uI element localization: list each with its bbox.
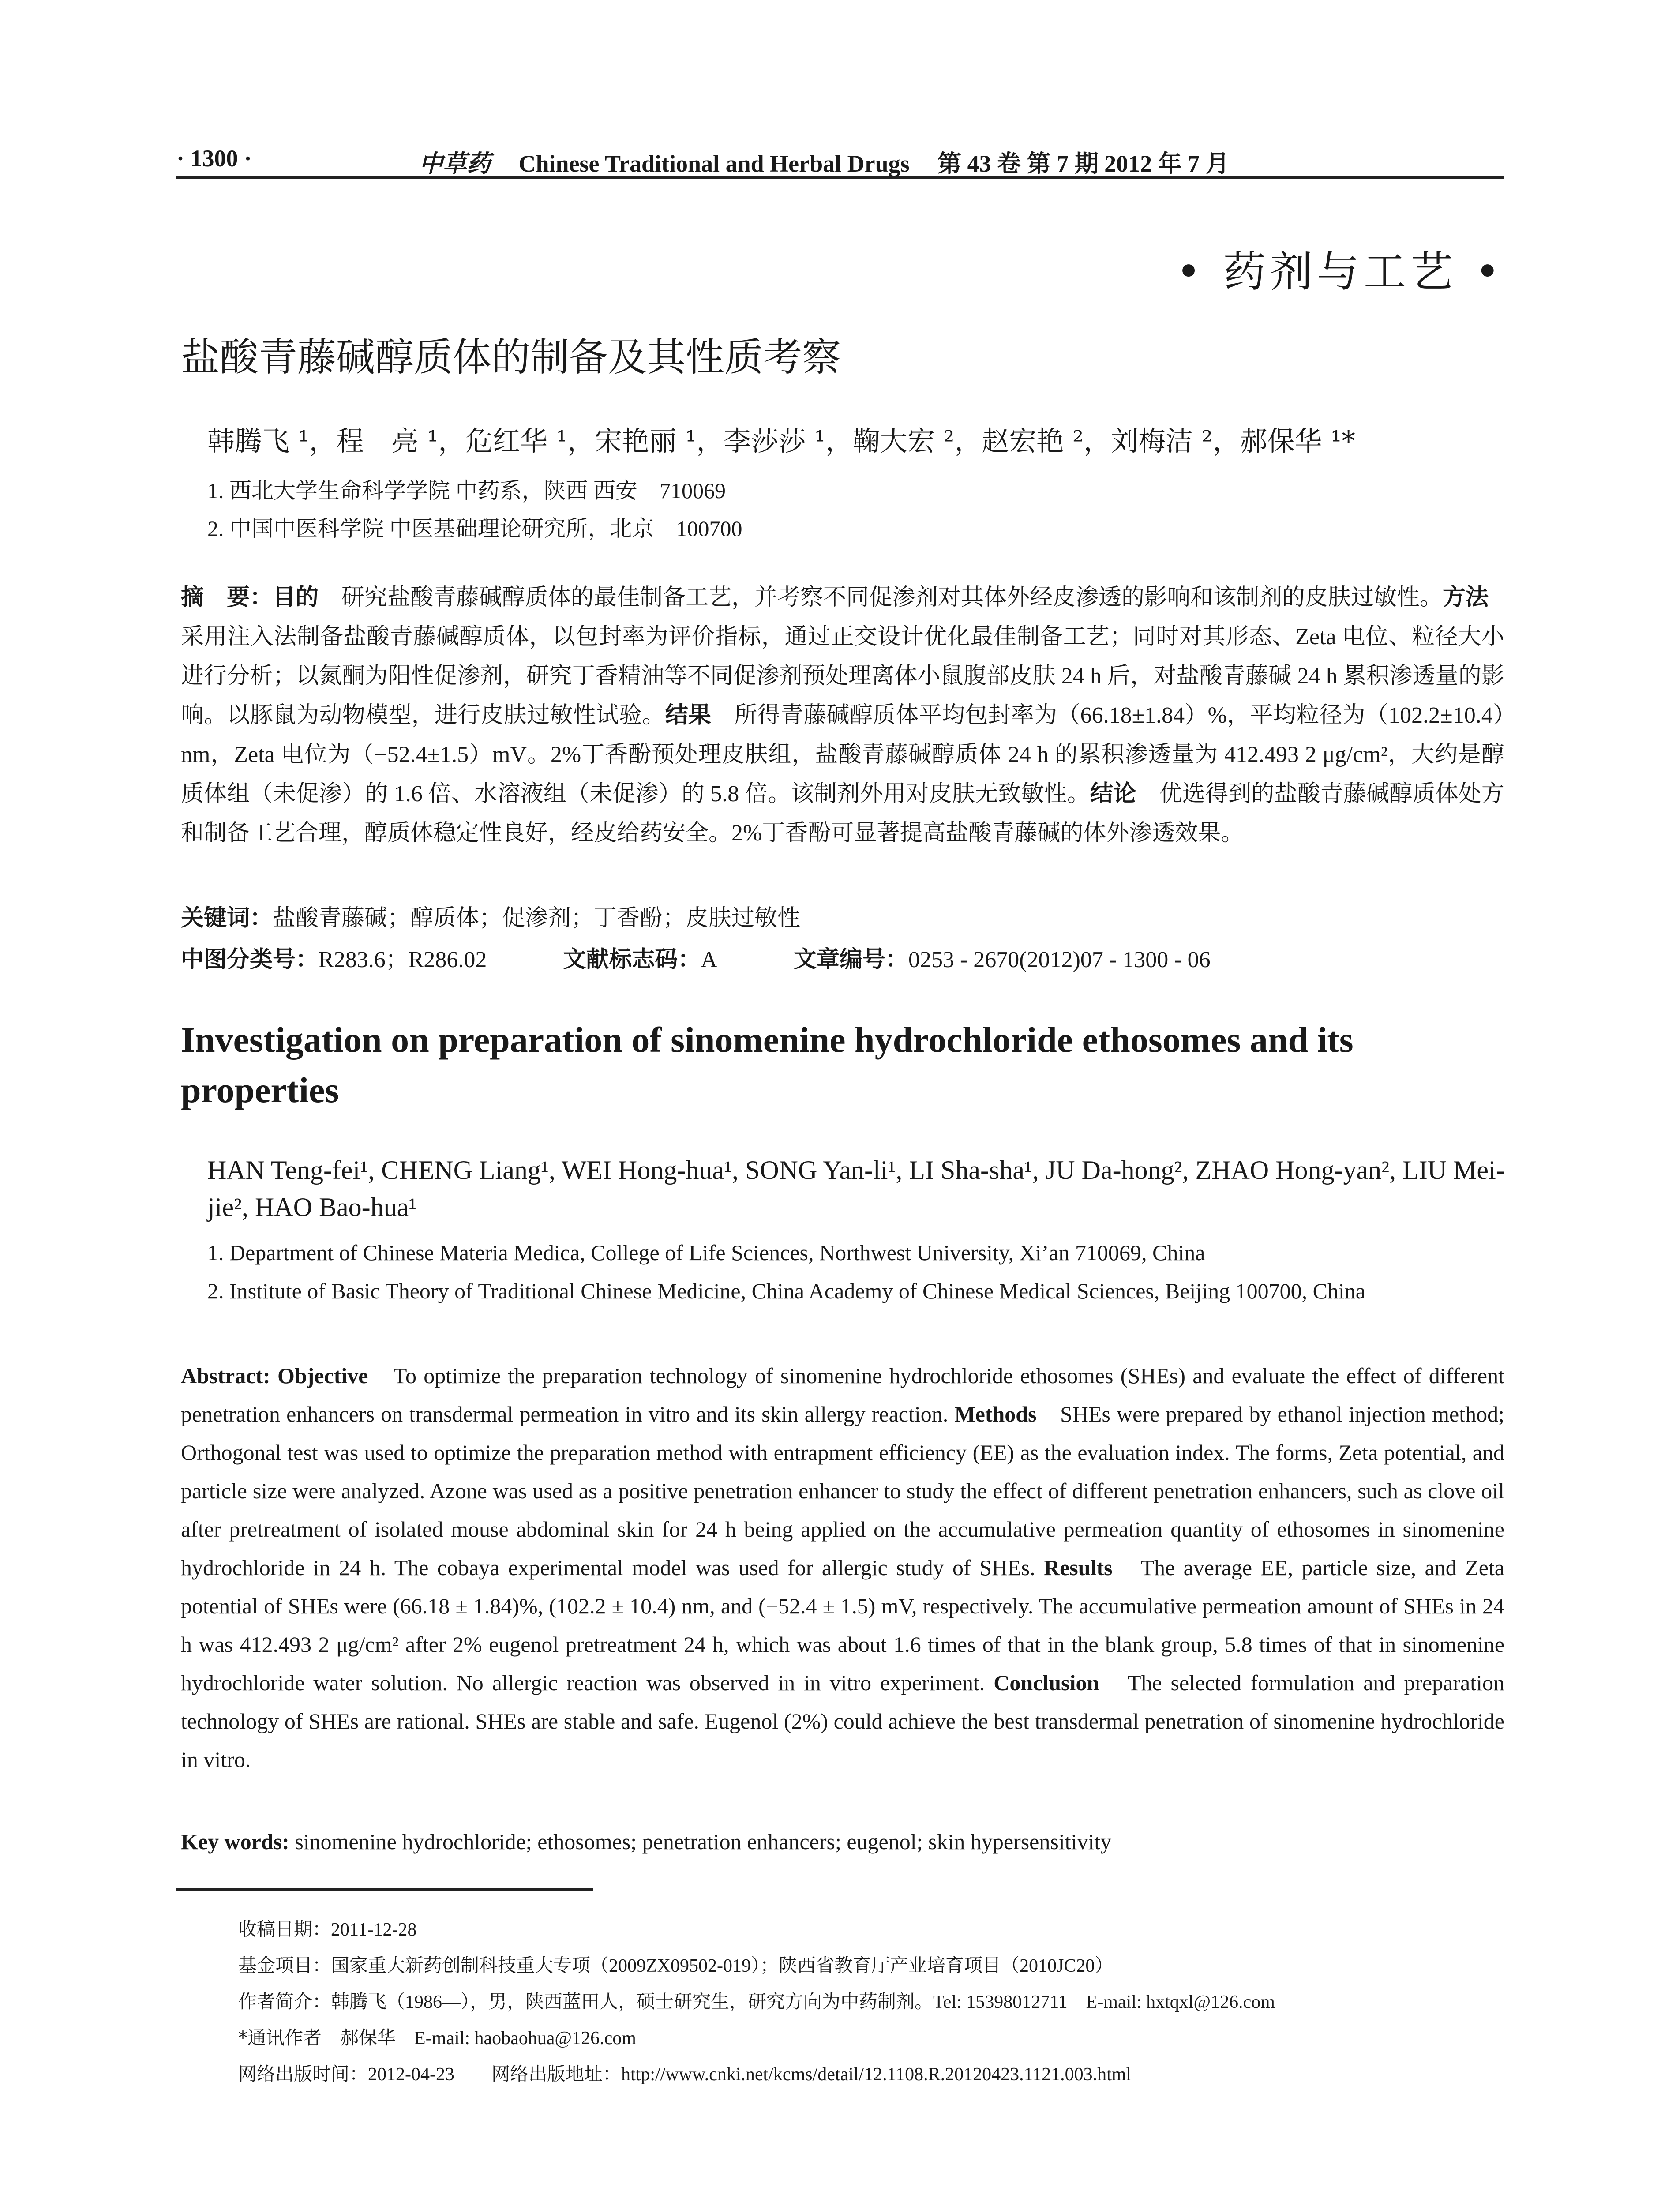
header-rule xyxy=(176,176,1504,179)
authors-en: HAN Teng-fei¹, CHENG Liang¹, WEI Hong-hua¹, SONG Yan-li¹, LI Sha-sha¹, JU Da-hong², ZHAO Hong-yan², LIU Mei-jie², HAO Bao-hua¹ xyxy=(207,1156,1505,1222)
methods-en-text: SHEs were prepared by ethanol injection method; Orthogonal test was used to optimize the preparation method with entrapment efficiency (EE) as the evaluation index. The forms, Zeta potential, and particle size were analyzed. Azone was used as a positive penetration enhancer to study the effect of different penetration enhancers, such as clove oil after pretreatment of isolated mouse abdominal skin for 24 h being applied on the accumulative permeation quantity of ethosomes in sinomenine hydrochloride in 24 h. The cobaya experimental model was used for allergic study of SHEs. xyxy=(181,1402,1504,1580)
keywords-cn-text: 盐酸青藤碱；醇质体；促渗剂；丁香酚；皮肤过敏性 xyxy=(273,906,801,931)
methods-en-label: Methods xyxy=(954,1402,1037,1426)
doc-code-value: A xyxy=(701,947,717,972)
footnote-funding: 基金项目：国家重大新药创制科技重大专项（2009ZX09502-019）；陕西省教育厅产业培育项目（2010JC20） xyxy=(238,1955,1114,1976)
results-cn-text: 所得青藤碱醇质体平均包封率为（66.18±1.84）%，平均粒径为（102.2±10.4）nm，Zeta 电位为（−52.4±1.5）mV。2%丁香酚预处理皮肤组，盐酸青藤碱醇质体 24 h 的累积渗透量为 412.493 2 μg/cm²，大约是醇质体组（未促渗）的 1.6 倍、水溶液组（未促渗）的 5.8 倍。该制剂外用对皮肤无致敏性。 xyxy=(181,703,1504,807)
abstract-cn xyxy=(181,578,1512,853)
footnote-author-bio: 作者简介：韩腾飞（1986—），男，陕西蓝田人，硕士研究生，研究方向为中药制剂。Tel: 15398012711 E-mail: hxtqxl@126.com xyxy=(238,1991,1275,2012)
abstract-en-label: Abstract: Objective xyxy=(181,1363,368,1388)
affiliation-cn-2: 2. 中国中医科学院 中医基础理论研究所，北京 100700 xyxy=(207,516,742,541)
clc-label: 中图分类号： xyxy=(181,946,319,973)
article-number-value: 0253 - 2670(2012)07 - 1300 - 06 xyxy=(908,947,1211,972)
methods-cn-text: 采用注入法制备盐酸青藤碱醇质体，以包封率为评价指标，通过正交设计优化最佳制备工艺；同时对其形态、Zeta 电位、粒径大小进行分析；以氮酮为阳性促渗剂，研究丁香精油等不同促渗剂预处理离体小鼠腹部皮肤 24 h 后，对盐酸青藤碱 24 h 累积渗透量的影响。以豚鼠为动物模型，进行皮肤过敏性试验。 xyxy=(181,585,1512,728)
journal-name-cn: 中草药 xyxy=(419,149,491,177)
title-cn: 盐酸青藤碱醇质体的制备及其性质考察 xyxy=(181,334,841,380)
results-en-label: Results xyxy=(1044,1555,1113,1580)
keywords-cn-label: 关键词： xyxy=(181,905,273,931)
objective-cn-text: 研究盐酸青藤碱醇质体的最佳制备工艺，并考察不同促渗剂对其体外经皮渗透的影响和该制剂的皮肤过敏性。 xyxy=(319,585,1443,610)
page-number: · 1300 · xyxy=(176,145,252,172)
abstract-cn-label: 摘 要： xyxy=(181,584,273,611)
running-header xyxy=(176,140,1504,180)
abstract-en xyxy=(181,1357,1504,1779)
affiliation-en-2: 2. Institute of Basic Theory of Traditional Chinese Medicine, China Academy of Chinese Medical Sciences, Beijing 100700, China xyxy=(207,1279,1365,1303)
issue-info: 第 43 卷 第 7 期 2012 年 7 月 xyxy=(938,150,1230,177)
keywords-en-text: sinomenine hydrochloride; ethosomes; penetration enhancers; eugenol; skin hypersensitivity xyxy=(289,1829,1112,1854)
footnote-corresponding-author: *通讯作者 郝保华 E-mail: haobaohua@126.com xyxy=(238,2027,636,2048)
footnote-received: 收稿日期：2011-12-28 xyxy=(238,1918,417,1940)
journal-name-en: Chinese Traditional and Herbal Drugs xyxy=(518,150,910,177)
results-cn-label: 结果 xyxy=(665,702,712,728)
footnote-online-publication: 网络出版时间：2012-04-23 网络出版地址：http://www.cnki.net/kcms/detail/12.1108.R.20120423.1121.003.html xyxy=(238,2063,1132,2085)
affiliation-cn-1: 1. 西北大学生命科学学院 中药系，陕西 西安 710069 xyxy=(207,478,726,503)
affiliation-en-1: 1. Department of Chinese Materia Medica, College of Life Sciences, Northwest University, Xi’an 710069, China xyxy=(207,1240,1205,1265)
footnote-rule xyxy=(176,1888,593,1891)
conclusion-cn-text: 优选得到的盐酸青藤碱醇质体处方和制备工艺合理，醇质体稳定性良好，经皮给药安全。2%丁香酚可显著提高盐酸青藤碱的体外渗透效果。 xyxy=(181,781,1504,846)
conclusion-en-label: Conclusion xyxy=(994,1670,1099,1695)
methods-cn-label: 方法 xyxy=(1443,584,1489,611)
classification-line xyxy=(181,941,1504,974)
article-number-label: 文章编号： xyxy=(793,946,908,973)
conclusion-en-text: The selected formulation and preparation technology of SHEs are rational. SHEs are stable and safe. Eugenol (2%) could achieve the best transdermal penetration of sinomenine hydrochloride in vitro. xyxy=(181,1670,1504,1772)
doc-code-label: 文献标志码： xyxy=(563,946,701,973)
objective-en-text: To optimize the preparation technology of sinomenine hydrochloride ethosomes (SHEs) and evaluate the effect of different penetration enhancers on transdermal permeation in vitro and its skin allergy reaction. xyxy=(181,1363,1504,1426)
journal-name xyxy=(419,145,1230,179)
authors-cn: 韩腾飞 ¹，程 亮 ¹，危红华 ¹，宋艳丽 ¹，李莎莎 ¹，鞠大宏 ²，赵宏艳 ²，刘梅洁 ²，郝保华 ¹* xyxy=(207,425,1356,457)
conclusion-cn-label: 结论 xyxy=(1090,780,1136,807)
objective-cn-label: 目的 xyxy=(273,584,319,611)
title-en: Investigation on preparation of sinomenine hydrochloride ethosomes and its properties xyxy=(181,1020,1354,1110)
clc-value: R283.6；R286.02 xyxy=(319,947,487,972)
keywords-en-label: Key words: xyxy=(181,1829,289,1854)
keywords-en xyxy=(181,1829,1111,1854)
results-en-text: The average EE, particle size, and Zeta potential of SHEs were (66.18 ± 1.84)%, (102.2 ± 10.4) nm, and (−52.4 ± 1.5) mV, respectively. The accumulative permeation amount of SHEs in 24 h was 412.493 2 μg/cm² after 2% eugenol pretreatment 24 h, which was about 1.6 times of that in the blank group, 5.8 times of that in sinomenine hydrochloride water solution. No allergic reaction was observed in in vitro experiment. xyxy=(181,1555,1505,1695)
keywords-cn xyxy=(181,899,800,932)
section-heading: • 药剂与工艺 • xyxy=(1176,247,1504,296)
